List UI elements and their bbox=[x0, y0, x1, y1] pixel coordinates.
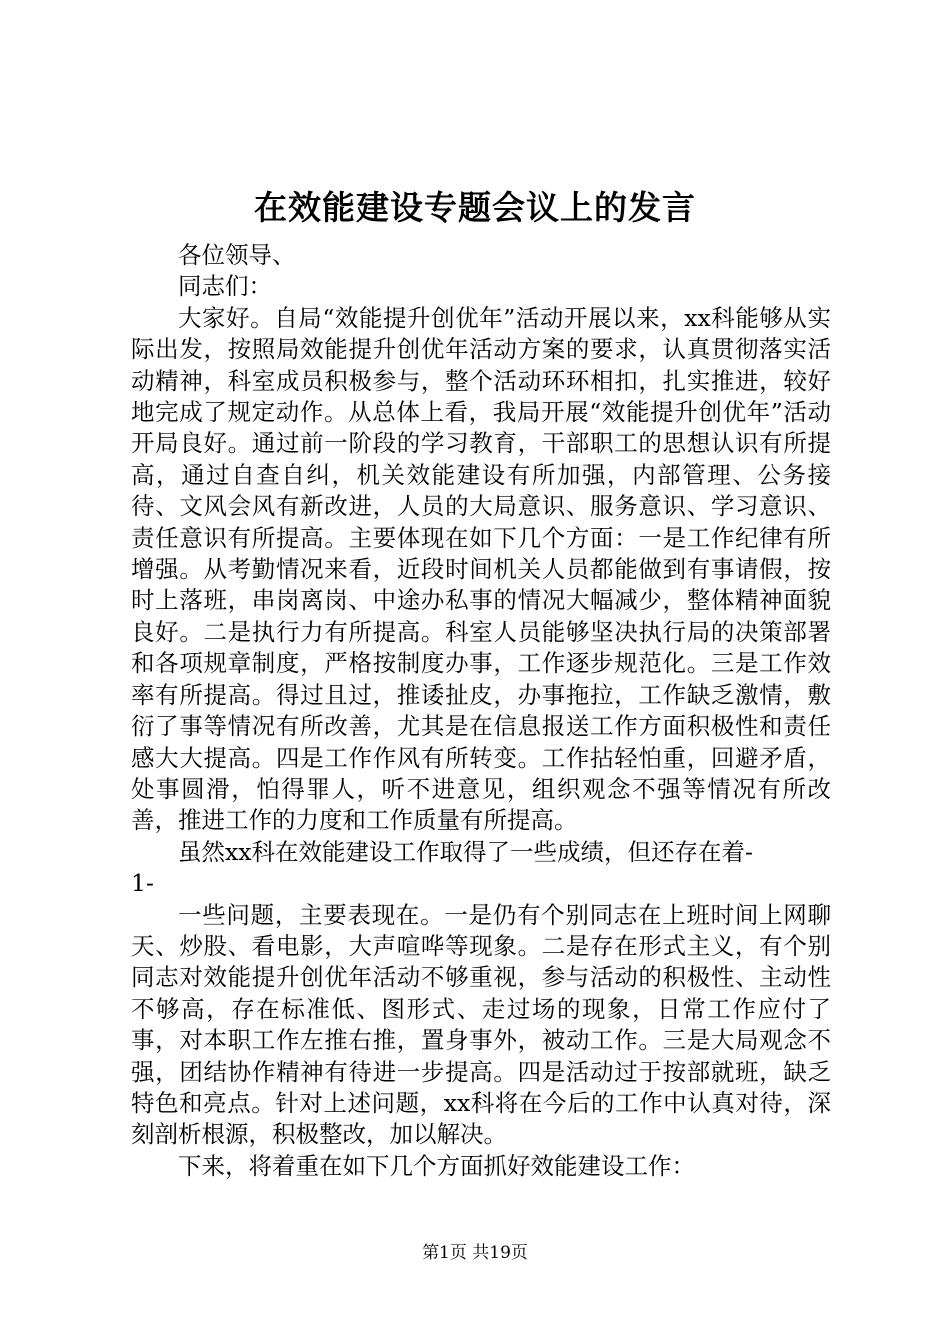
paragraph-problems: 一些问题，主要表现在。一是仍有个别同志在上班时间上网聊天、炒股、看电影，大声喧哗等现象。二是存在形式主义，有个别同志对效能提升创优年活动不够重视，参与活动的积极性、主动性不够高，存在标准低、图形式、走过场的现象，日常工作应付了事，对本职工作左推右推，置身事外，被动工作。三是大局观念不强，团结协作精神有待进一步提高。四是活动过于按部就班，缺乏特色和亮点。针对上述问题，xx科将在今后的工作中认真对待，深刻剖析根源，积极整改，加以解决。 bbox=[131, 900, 831, 1149]
paragraph-next-steps: 下来，将着重在如下几个方面抓好效能建设工作： bbox=[178, 1151, 695, 1180]
page-number-footer: 第1页 共19页 bbox=[422, 1243, 528, 1263]
document-body bbox=[131, 240, 831, 1182]
paragraph-problems-intro: 虽然xx科在效能建设工作取得了一些成绩，但还存在着- bbox=[178, 837, 753, 866]
salutation-comrades: 同志们： bbox=[178, 272, 272, 301]
document-title: 在效能建设专题会议上的发言 bbox=[254, 188, 696, 227]
page-break-marker: 1- bbox=[131, 869, 154, 898]
paragraph-achievements: 大家好。自局“效能提升创优年”活动开展以来，xx科能够从实际出发，按照局效能提升创优年活动方案的要求，认真贯彻落实活动精神，科室成员积极参与，整个活动环环相扣，扎实推进，较好地完成了规定动作。从总体上看，我局开展“效能提升创优年”活动开局良好。通过前一阶段的学习教育，干部职工的思想认识有所提高，通过自查自纠，机关效能建设有所加强，内部管理、公务接待、文风会风有新改进，人员的大局意识、服务意识、学习意识、责任意识有所提高。主要体现在如下几个方面：一是工作纪律有所增强。从考勤情况来看，近段时间机关人员都能做到有事请假，按时上落班，串岗离岗、中途办私事的情况大幅减少，整体精神面貌良好。二是执行力有所提高。科室人员能够坚决执行局的决策部署和各项规章制度，严格按制度办事，工作逐步规范化。三是工作效率有所提高。得过且过，推诿扯皮，办事拖拉，工作缺乏激情，敷衍了事等情况有所改善，尤其是在信息报送工作方面积极性和责任感大大提高。四是工作作风有所转变。工作拈轻怕重，回避矛盾，处事圆滑，怕得罪人，听不进意见，组织观念不强等情况有所改善，推进工作的力度和工作质量有所提高。 bbox=[131, 303, 831, 835]
salutation-leaders: 各位领导、 bbox=[178, 241, 296, 269]
